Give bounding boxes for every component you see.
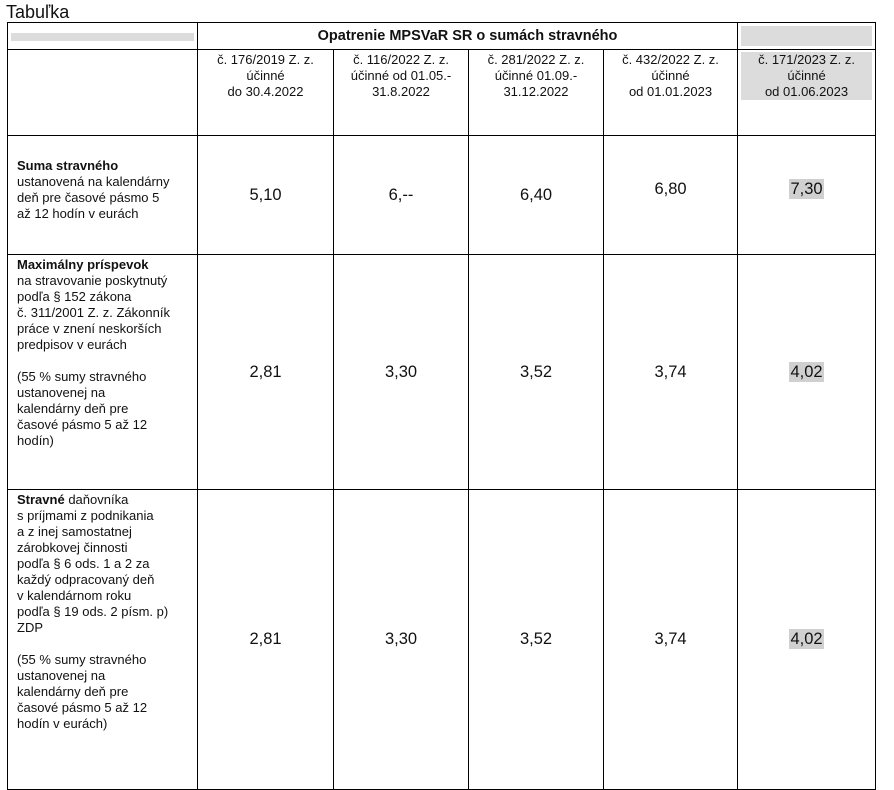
row-note-line: časové pásmo 5 až 12 xyxy=(17,700,148,715)
value-text: 3,74 xyxy=(654,362,687,381)
row-label xyxy=(8,490,198,790)
header-line: účinné 01.09.- xyxy=(494,68,578,83)
value-text: 5,10 xyxy=(249,185,282,204)
header-line: č. 281/2022 Z. z. xyxy=(487,52,585,67)
header-line: účinné xyxy=(651,68,690,83)
value-cell xyxy=(334,490,469,790)
header-line: do 30.4.2022 xyxy=(227,84,304,99)
header-line: účinné xyxy=(787,68,826,83)
row-label-bold: Stravné xyxy=(17,492,65,507)
value-text: 3,52 xyxy=(519,362,553,381)
value-cell xyxy=(604,490,738,790)
value-text: 6,80 xyxy=(654,180,687,198)
row-label-line: podľa § 19 ods. 2 písm. p) xyxy=(17,604,169,619)
value-cell xyxy=(198,255,334,490)
row-label-line: v kalendárnom roku xyxy=(17,588,132,603)
column-header-row xyxy=(8,50,876,136)
value-cell xyxy=(604,136,738,255)
grey-strip xyxy=(11,33,194,41)
value-cell xyxy=(198,136,334,255)
row-label-line: s príjmami z podnikania xyxy=(17,508,154,523)
header-line: č. 432/2022 Z. z. xyxy=(622,52,719,67)
row-label-line: až 12 hodín v eurách xyxy=(17,206,139,221)
header-line: č. 176/2019 Z. z. xyxy=(217,52,314,67)
row-label-line: ustanovená na kalendárny xyxy=(17,174,170,189)
column-header xyxy=(334,50,469,136)
value-cell xyxy=(334,136,469,255)
value-cell-highlighted xyxy=(738,490,876,790)
column-header-highlighted xyxy=(738,50,876,136)
row-label-line: ZDP xyxy=(17,620,43,635)
header-line: č. 171/2023 Z. z. xyxy=(758,52,855,67)
value-text: 3,74 xyxy=(654,630,687,648)
header-line: od 01.06.2023 xyxy=(764,84,849,99)
row-label-line: deň pre časové pásmo 5 xyxy=(17,190,160,205)
row-note-line: hodín v eurách) xyxy=(17,716,108,731)
table-row xyxy=(8,136,876,255)
table-row xyxy=(8,490,876,790)
row-label-suffix: daňovníka xyxy=(64,492,129,507)
row-label-line: zárobkovej činnosti xyxy=(17,540,128,555)
column-header xyxy=(198,50,334,136)
table-title: Opatrenie MPSVaR SR o sumách stravného xyxy=(198,23,738,50)
table-row xyxy=(8,255,876,490)
value-cell xyxy=(469,136,604,255)
title-corner-cell xyxy=(8,23,198,50)
value-text: 6,40 xyxy=(519,185,553,204)
row-note-line: kalendárny deň pre xyxy=(17,684,129,699)
row-note-line: ustanovenej na xyxy=(17,668,106,683)
grey-strip xyxy=(741,26,872,46)
value-text: 3,30 xyxy=(384,362,418,381)
value-text: 2,81 xyxy=(249,362,282,381)
row-label-line: na stravovanie poskytnutý xyxy=(17,273,168,288)
column-header xyxy=(604,50,738,136)
value-text: 2,81 xyxy=(249,630,282,648)
row-label xyxy=(8,136,198,255)
value-text: 3,30 xyxy=(384,630,418,648)
header-line: účinné od 01.05.- xyxy=(350,68,452,83)
value-cell-highlighted xyxy=(738,255,876,490)
header-line: 31.12.2022 xyxy=(503,84,569,99)
value-cell xyxy=(469,255,604,490)
row-label-line: predpisov v eurách xyxy=(17,337,127,352)
column-header xyxy=(469,50,604,136)
row-note-line: (55 % sumy stravného xyxy=(17,652,147,667)
highlight-block xyxy=(741,52,872,100)
row-label-line: č. 311/2001 Z. z. Zákonník xyxy=(17,305,170,320)
value-cell-highlighted xyxy=(738,136,876,255)
value-text: 4,02 xyxy=(790,362,823,381)
row-note-line: hodín) xyxy=(17,433,54,448)
title-row xyxy=(8,23,876,50)
value-cell xyxy=(604,255,738,490)
value-text: 4,02 xyxy=(790,630,823,648)
row-label-line: práce v znení neskorších xyxy=(17,321,162,336)
row-note-line: (55 % sumy stravného xyxy=(17,369,147,384)
header-line: účinné xyxy=(246,68,285,83)
value-cell xyxy=(198,490,334,790)
value-cell xyxy=(334,255,469,490)
header-line: od 01.01.2023 xyxy=(628,84,713,99)
table-caption: Tabuľka xyxy=(6,2,70,22)
header-corner-cell xyxy=(8,50,198,136)
value-text: 6,-- xyxy=(388,185,414,204)
row-note-line: časové pásmo 5 až 12 xyxy=(17,417,148,432)
value-cell xyxy=(469,490,604,790)
row-label-line: každý odpracovaný deň xyxy=(17,572,155,587)
header-line: č. 116/2022 Z. z. xyxy=(353,52,449,67)
row-label-line: podľa § 6 ods. 1 a 2 za xyxy=(17,556,150,571)
value-text: 3,52 xyxy=(519,630,553,648)
row-label-bold: Maximálny príspevok xyxy=(17,257,149,272)
title-last-cell xyxy=(738,23,876,50)
header-line: 31.8.2022 xyxy=(372,84,430,99)
meal-allowance-table xyxy=(7,22,876,790)
row-label xyxy=(8,255,198,490)
row-label-bold: Suma stravného xyxy=(17,158,119,173)
row-label-line: podľa § 152 zákona xyxy=(17,289,132,304)
row-note-line: kalendárny deň pre xyxy=(17,401,129,416)
row-note-line: ustanovenej na xyxy=(17,385,106,400)
value-text: 7,30 xyxy=(790,180,823,198)
row-label-line: a z inej samostatnej xyxy=(17,524,132,539)
